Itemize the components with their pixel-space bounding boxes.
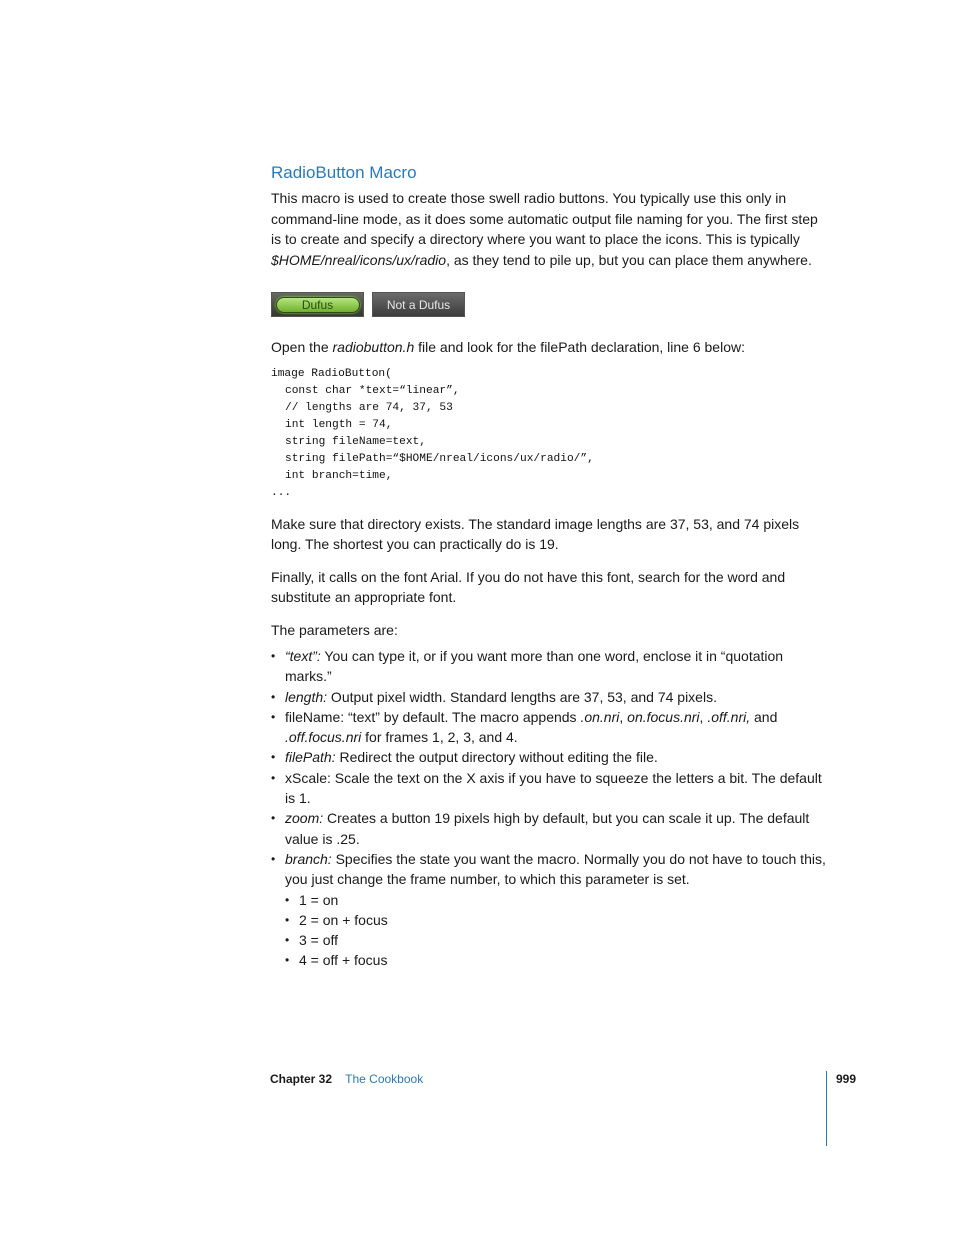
separator: , xyxy=(619,708,628,725)
code-block xyxy=(271,366,831,502)
file-suffix: on.focus.nri xyxy=(627,708,700,725)
page-number: 999 xyxy=(836,1072,857,1086)
param-desc: Output pixel width. Standard lengths are 37, 53, and 74 pixels. xyxy=(327,688,717,705)
param-desc: Specifies the state you want the macro. Normally you do not have to touch this, you just change the frame number, to which this parameter is set. xyxy=(285,850,826,888)
open-text-end: file and look for the filePath declaration, line 6 below: xyxy=(414,339,745,355)
file-suffix: .off.nri, xyxy=(707,708,751,725)
code-line: image RadioButton( xyxy=(271,367,392,380)
param-name: zoom: xyxy=(285,810,324,827)
code-line: string filePath=“$HOME/nreal/icons/ux/radio/”, xyxy=(285,452,594,465)
branch-values-list xyxy=(285,890,831,971)
code-line: // lengths are 74, 37, 53 xyxy=(285,401,453,414)
radio-button-examples xyxy=(271,292,831,317)
list-item xyxy=(271,808,831,849)
footer-divider xyxy=(826,1071,827,1146)
code-line: const char *text=“linear”, xyxy=(285,384,460,397)
param-desc: for frames 1, 2, 3, and 4. xyxy=(361,729,518,746)
intro-text: This macro is used to create those swell radio buttons. You typically use this only in command-line mode, as it does some automatic output file naming for you. The first step is to create and specify a directory where you want to place the icons. This is typically xyxy=(271,190,818,247)
code-line: int length = 74, xyxy=(285,418,393,431)
list-item: • 2 = on + focus xyxy=(285,910,831,930)
code-line: ... xyxy=(271,486,292,499)
list-item xyxy=(271,747,831,767)
separator: and xyxy=(750,708,778,725)
parameters-intro: The parameters are: xyxy=(271,621,398,638)
section-title: RadioButton Macro xyxy=(271,163,417,182)
file-suffix: .on.nri xyxy=(580,708,620,725)
open-text: Open the xyxy=(271,339,333,355)
code-line: int branch=time, xyxy=(285,469,393,482)
param-desc: You can type it, or if you want more than one word, enclose it in “quotation marks.” xyxy=(285,648,784,685)
separator: , xyxy=(699,708,708,725)
param-name: “text”: xyxy=(285,648,321,664)
code-line: string fileName=text, xyxy=(285,435,426,448)
param-name: length: xyxy=(285,688,328,705)
page-content xyxy=(271,162,831,971)
open-file-paragraph xyxy=(271,337,831,358)
chapter-title: The Cookbook xyxy=(345,1072,424,1086)
radio-button-on-label: Dufus xyxy=(276,297,360,313)
list-item: • 1 = on xyxy=(285,890,831,910)
chapter-label: Chapter 32 xyxy=(270,1072,333,1086)
param-desc: fileName: “text” by default. The macro appends xyxy=(285,708,581,725)
radio-button-off-example xyxy=(372,292,465,317)
list-item xyxy=(271,687,831,707)
param-name: filePath: xyxy=(285,749,336,766)
list-item: • 3 = off xyxy=(285,930,831,950)
intro-text-end: , as they tend to pile up, but you can place them anywhere. xyxy=(446,251,812,268)
file-name: radiobutton.h xyxy=(332,339,415,355)
param-desc: Creates a button 19 pixels high by default, but you can scale it up. The default value is .25. xyxy=(285,810,810,847)
radio-button-on-example xyxy=(271,292,364,317)
list-item: • xScale: Scale the text on the X axis if you have to squeeze the letters a bit. The default is 1. xyxy=(271,768,831,809)
param-desc: Redirect the output directory without editing the file. xyxy=(335,749,658,766)
list-item: • 4 = off + focus xyxy=(285,950,831,970)
list-item xyxy=(271,849,831,971)
param-name: branch: xyxy=(285,850,332,867)
list-item xyxy=(271,707,831,748)
font-paragraph: Finally, it calls on the font Arial. If you do not have this font, search for the word and substitute an appropriate font. xyxy=(271,568,786,605)
list-item xyxy=(271,646,831,687)
page-footer xyxy=(270,1072,423,1086)
file-suffix: .off.focus.nri xyxy=(285,729,362,746)
intro-path: $HOME/nreal/icons/ux/radio xyxy=(271,251,447,268)
parameter-list xyxy=(271,646,831,971)
intro-paragraph xyxy=(271,188,831,270)
directory-paragraph: Make sure that directory exists. The standard image lengths are 37, 53, and 74 pixels long. The shortest you can practically do is 19. xyxy=(271,515,800,552)
radio-button-off-label: Not a Dufus xyxy=(386,297,451,312)
